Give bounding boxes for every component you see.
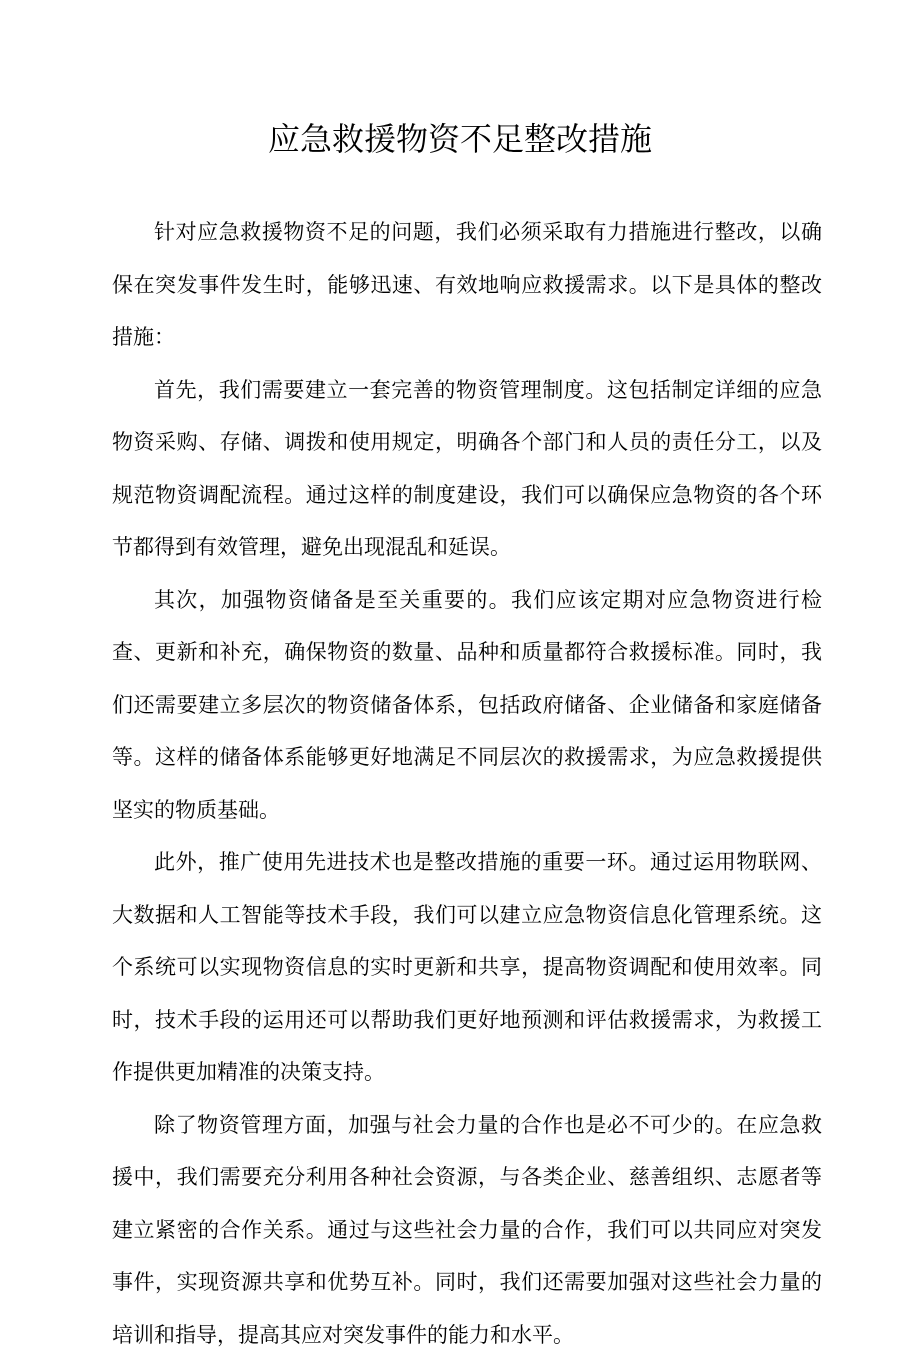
document-body	[112, 206, 822, 1361]
paragraph-intro: 针对应急救援物资不足的问题，我们必须采取有力措施进行整改，以确保在突发事件发生时，能够迅速、有效地响应救援需求。以下是具体的整改措施：	[112, 206, 822, 364]
paragraph-reserves: 其次，加强物资储备是至关重要的。我们应该定期对应急物资进行检查、更新和补充，确保物资的数量、品种和质量都符合救援标准。同时，我们还需要建立多层次的物资储备体系，包括政府储备、企业储备和家庭储备等。这样的储备体系能够更好地满足不同层次的救援需求，为应急救援提供坚实的物质基础。	[112, 574, 822, 837]
paragraph-management-system: 首先，我们需要建立一套完善的物资管理制度。这包括制定详细的应急物资采购、存储、调拨和使用规定，明确各个部门和人员的责任分工，以及规范物资调配流程。通过这样的制度建设，我们可以确保应急物资的各个环节都得到有效管理，避免出现混乱和延误。	[112, 364, 822, 574]
paragraph-social-cooperation: 除了物资管理方面，加强与社会力量的合作也是必不可少的。在应急救援中，我们需要充分利用各种社会资源，与各类企业、慈善组织、志愿者等建立紧密的合作关系。通过与这些社会力量的合作，我们可以共同应对突发事件，实现资源共享和优势互补。同时，我们还需要加强对这些社会力量的培训和指导，提高其应对突发事件的能力和水平。	[112, 1099, 822, 1361]
document-title: 应急救援物资不足整改措施	[0, 113, 920, 165]
paragraph-technology: 此外，推广使用先进技术也是整改措施的重要一环。通过运用物联网、大数据和人工智能等技术手段，我们可以建立应急物资信息化管理系统。这个系统可以实现物资信息的实时更新和共享，提高物资调配和使用效率。同时，技术手段的运用还可以帮助我们更好地预测和评估救援需求，为救援工作提供更加精准的决策支持。	[112, 836, 822, 1099]
